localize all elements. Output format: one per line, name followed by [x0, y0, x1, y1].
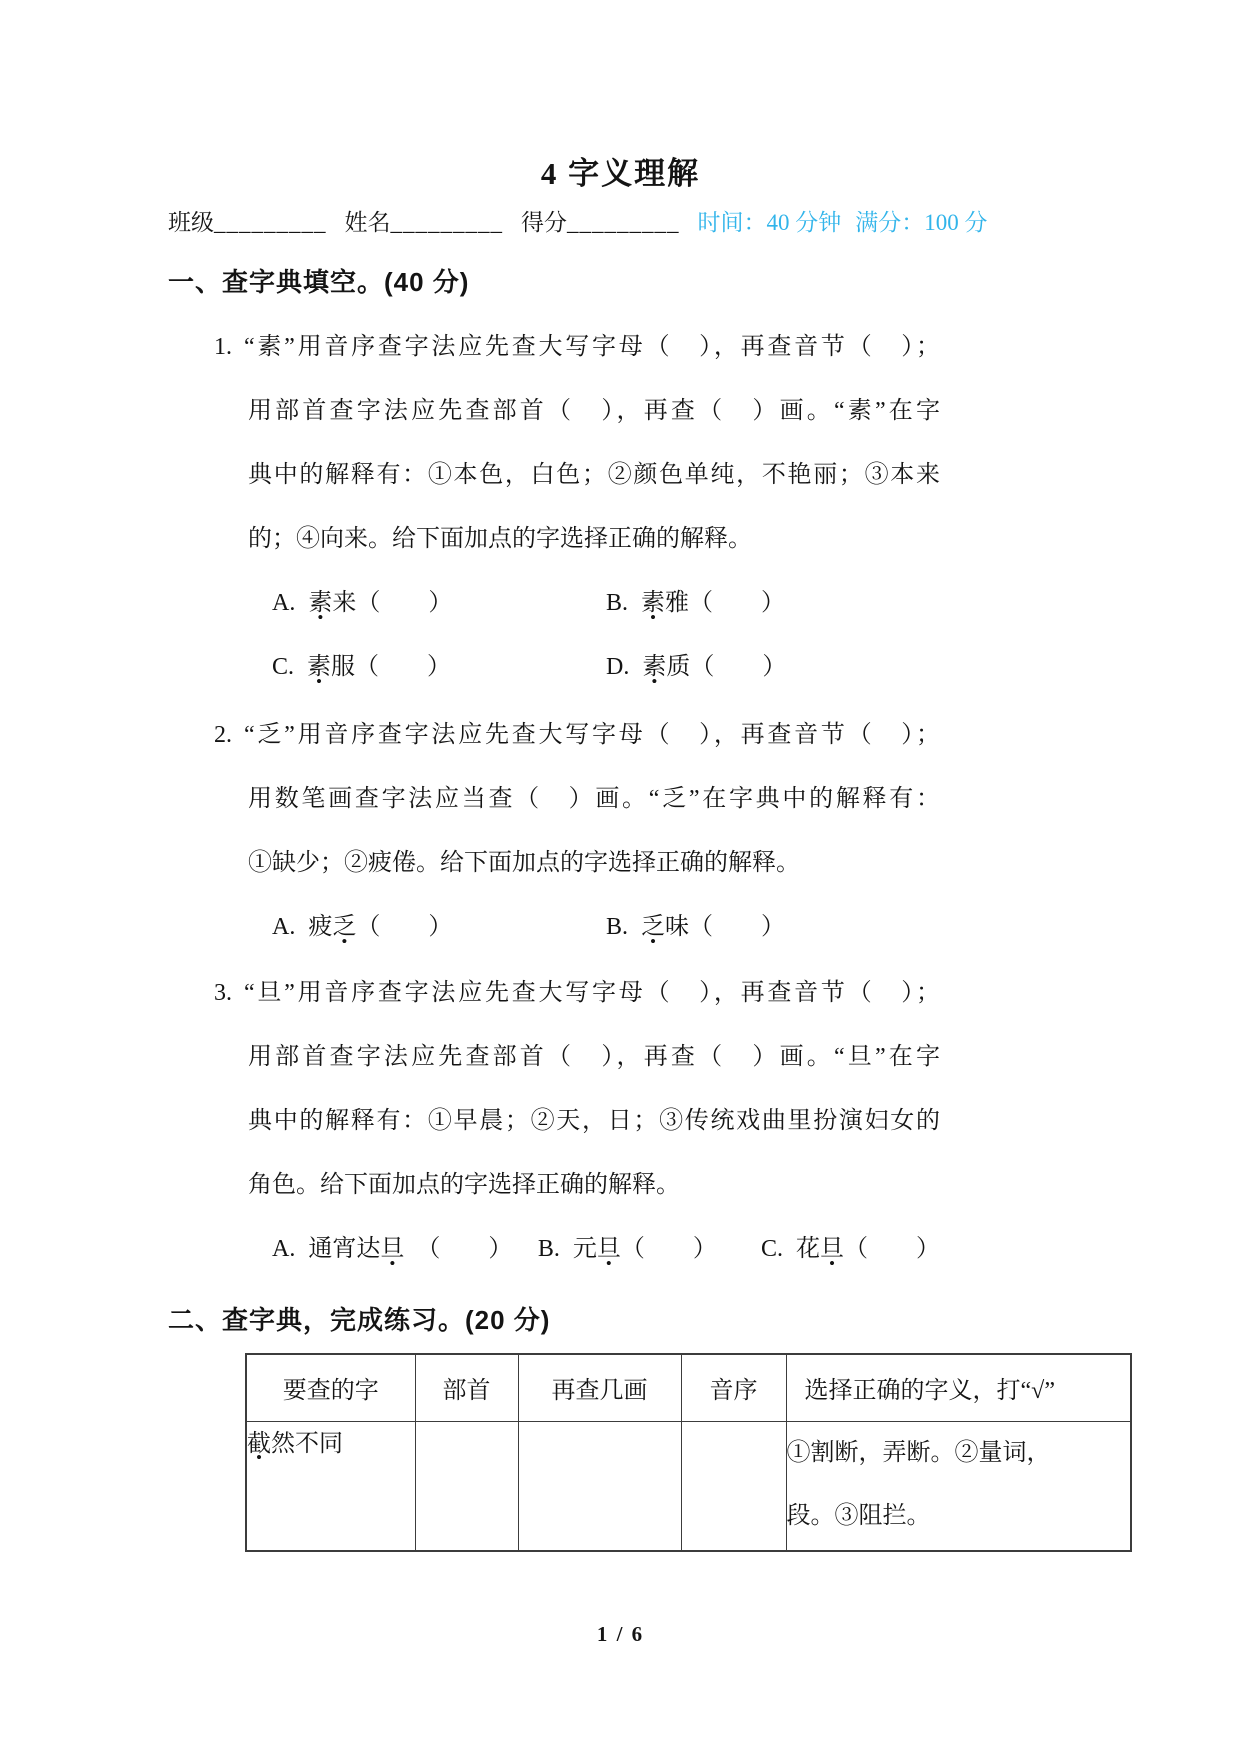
- question-line: ①缺少；②疲倦。给下面加点的字选择正确的解释。: [248, 850, 800, 876]
- header-meaning-choice: 选择正确的字义，打“√”: [786, 1354, 1131, 1421]
- class-field: [168, 204, 327, 237]
- options-row: [168, 571, 940, 635]
- dotted-char: 素: [641, 590, 666, 616]
- option-d: [606, 635, 940, 699]
- header-radical: 部首: [415, 1354, 518, 1421]
- question-line: [168, 961, 940, 1025]
- option-letter: C.: [272, 654, 295, 680]
- option-letter: D.: [606, 654, 630, 680]
- answer-blank: （ ）: [404, 1236, 513, 1262]
- answer-blank: （ ）: [844, 1236, 940, 1262]
- question-2: [168, 703, 940, 959]
- option-b: [606, 571, 940, 635]
- name-label: 姓名: [344, 210, 391, 235]
- answer-blank: 来（ ）: [332, 590, 453, 616]
- answer-blank: （ ）: [356, 914, 453, 940]
- options-row: [168, 635, 940, 699]
- dotted-char: 旦: [380, 1236, 405, 1262]
- dotted-char: 乏: [641, 914, 666, 940]
- cell-radical: [415, 1421, 518, 1551]
- option-a: [272, 895, 606, 959]
- dictionary-table: [245, 1353, 1132, 1552]
- option-letter: C.: [760, 1236, 783, 1262]
- option-letter: A.: [272, 590, 296, 616]
- full-score: 满分：100 分: [855, 210, 988, 235]
- question-3: [168, 961, 940, 1281]
- question-line: 用部首查字法应先查部首（ ），再查（ ）画。“旦”在字: [248, 1044, 940, 1070]
- time-limit: 时间：40 分钟: [697, 210, 842, 235]
- score-field: [521, 204, 680, 237]
- cell-pinyin-order: [681, 1421, 786, 1551]
- dotted-char: 旦: [820, 1236, 844, 1262]
- option-letter: B.: [606, 914, 629, 940]
- answer-blank: 雅（ ）: [665, 590, 786, 616]
- answer-blank: 质（ ）: [666, 654, 787, 680]
- option-word: 花: [796, 1236, 820, 1262]
- cell-word: [246, 1421, 415, 1551]
- option-b: [606, 895, 940, 959]
- question-line: 典中的解释有：①早晨；②天，日；③传统戏曲里扮演妇女的: [248, 1108, 940, 1134]
- question-line: 用数笔画查字法应当查（ ）画。“乏”在字典中的解释有：: [248, 786, 940, 812]
- option-letter: B.: [537, 1236, 560, 1262]
- header-pinyin-order: 音序: [681, 1354, 786, 1421]
- option-c: [272, 635, 606, 699]
- meaning-line: 段。③阻拦。: [786, 1502, 931, 1529]
- question-1: [168, 315, 940, 699]
- question-line: [168, 703, 940, 767]
- cell-meanings: [786, 1421, 1131, 1551]
- question-line: [168, 315, 940, 379]
- student-info-row: [168, 204, 988, 237]
- page-title: 4 字义理解: [540, 156, 701, 191]
- header-strokes: 再查几画: [518, 1354, 681, 1421]
- score-label: 得分: [521, 210, 567, 235]
- question-number: 1.: [214, 334, 232, 360]
- word-rest: 然不同: [271, 1430, 343, 1457]
- question-number: 3.: [214, 980, 232, 1006]
- option-c: [761, 1217, 940, 1281]
- meaning-line: ①割断，弄断。②量词，: [786, 1439, 1051, 1466]
- class-blank: _________: [214, 210, 327, 235]
- question-line: 的；④向来。给下面加点的字选择正确的解释。: [248, 526, 752, 552]
- dotted-char: 素: [308, 590, 333, 616]
- option-word: 通宵达: [308, 1236, 381, 1262]
- dotted-char: 素: [642, 654, 667, 680]
- question-line: 角色。给下面加点的字选择正确的解释。: [248, 1172, 680, 1198]
- option-word: 疲: [308, 914, 333, 940]
- option-letter: A.: [272, 1236, 296, 1262]
- dotted-char: 素: [307, 654, 332, 680]
- section1-title: 一、查字典填空。(40 分): [168, 267, 470, 297]
- question-text: “乏”用音序查字法应先查大写字母（ ），再查音节（ ）；: [244, 722, 940, 748]
- option-a: [272, 571, 606, 635]
- dotted-char: 截: [247, 1430, 271, 1457]
- exam-info: [698, 204, 988, 237]
- answer-blank: 服（ ）: [331, 654, 452, 680]
- option-letter: B.: [606, 590, 629, 616]
- options-row: [168, 895, 940, 959]
- question-number: 2.: [214, 722, 232, 748]
- cell-strokes: [518, 1421, 681, 1551]
- header-word: 要查的字: [246, 1354, 415, 1421]
- question-text: “旦”用音序查字法应先查大写字母（ ），再查音节（ ）；: [244, 980, 940, 1006]
- option-a: [272, 1217, 538, 1281]
- answer-blank: 味（ ）: [665, 914, 786, 940]
- dotted-char: 旦: [596, 1236, 621, 1262]
- options-row: [168, 1217, 940, 1281]
- table-row: [246, 1421, 1131, 1551]
- dotted-char: 乏: [332, 914, 357, 940]
- score-blank: _________: [567, 210, 680, 235]
- question-line: 典中的解释有：①本色，白色；②颜色单纯，不艳丽；③本来: [248, 462, 940, 488]
- table-header-row: [246, 1354, 1131, 1421]
- option-b: [538, 1217, 761, 1281]
- question-text: “素”用音序查字法应先查大写字母（ ），再查音节（ ）；: [244, 334, 940, 360]
- name-field: [345, 204, 504, 237]
- answer-blank: （ ）: [620, 1236, 717, 1262]
- option-word: 元: [572, 1236, 597, 1262]
- section2-title: 二、查字典，完成练习。(20 分): [168, 1305, 551, 1335]
- question-line: 用部首查字法应先查部首（ ），再查（ ）画。“素”在字: [248, 398, 940, 424]
- option-letter: A.: [272, 914, 296, 940]
- class-label: 班级: [168, 210, 214, 235]
- page-number: 1 / 6: [596, 1622, 645, 1646]
- name-blank: _________: [390, 210, 503, 235]
